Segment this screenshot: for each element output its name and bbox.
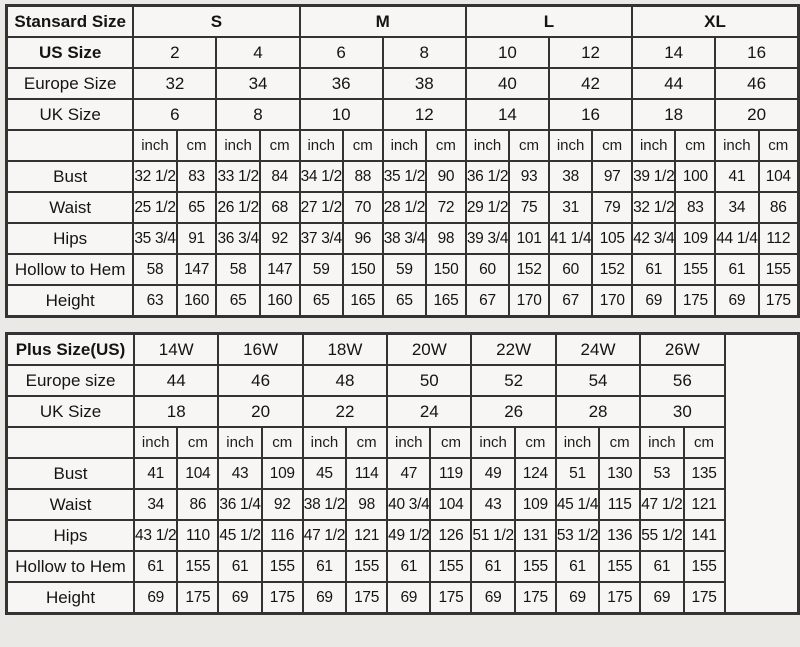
unit-cell: cm [599,427,640,458]
value-cell: 61 [218,551,261,582]
value-cell: 152 [509,254,549,285]
value-cell: 69 [715,285,758,317]
value-cell: 49 1/2 [387,520,430,551]
value-cell: 175 [599,582,640,614]
value-cell: 155 [515,551,556,582]
value-cell: 92 [260,223,300,254]
value-cell: 51 1/2 [471,520,514,551]
table-row [7,223,799,254]
unit-cell: cm [177,130,217,161]
value-cell: 109 [515,489,556,520]
table-row [7,427,799,458]
value-cell: 35 1/2 [383,161,426,192]
value-cell: 58 [216,254,259,285]
value-cell: 86 [177,489,218,520]
table-row [7,99,799,130]
value-cell: 155 [675,254,715,285]
value-cell: 65 [300,285,343,317]
value-cell: 98 [346,489,387,520]
unit-cell: cm [262,427,303,458]
value-cell: 69 [471,582,514,614]
size-cell: L [466,6,632,38]
value-cell: 44 1/4 [715,223,758,254]
size-cell: 16 [715,37,798,68]
table-row [7,396,799,427]
size-cell: S [133,6,299,38]
value-cell: 49 [471,458,514,489]
row-label: Europe Size [7,68,134,99]
value-cell: 150 [426,254,466,285]
size-cell: 46 [715,68,798,99]
size-cell: 34 [216,68,299,99]
value-cell: 38 1/2 [303,489,346,520]
value-cell: 90 [426,161,466,192]
value-cell: 34 [715,192,758,223]
value-cell: 61 [640,551,683,582]
value-cell: 67 [466,285,509,317]
value-cell: 92 [262,489,303,520]
value-cell: 41 [715,161,758,192]
value-cell: 100 [675,161,715,192]
size-cell: M [300,6,466,38]
value-cell: 47 [387,458,430,489]
row-label: Waist [7,192,134,223]
value-cell: 155 [599,551,640,582]
value-cell: 175 [262,582,303,614]
size-cell: 18 [134,396,218,427]
unit-cell: inch [556,427,599,458]
value-cell: 160 [177,285,217,317]
value-cell: 39 3/4 [466,223,509,254]
unit-cell: inch [715,130,758,161]
unit-cell: inch [216,130,259,161]
value-cell: 69 [134,582,177,614]
size-cell: 14 [466,99,549,130]
size-cell: 10 [466,37,549,68]
size-cell: 40 [466,68,549,99]
unit-cell: inch [218,427,261,458]
size-cell: 22 [303,396,387,427]
size-cell: 26 [471,396,555,427]
unit-cell: inch [300,130,343,161]
value-cell: 119 [430,458,471,489]
table-row [7,254,799,285]
value-cell: 135 [684,458,725,489]
row-label: Plus Size(US) [7,334,135,366]
size-cell: 36 [300,68,383,99]
size-cell: 32 [133,68,216,99]
value-cell: 69 [640,582,683,614]
value-cell: 43 1/2 [134,520,177,551]
size-cell: 8 [216,99,299,130]
value-cell: 105 [592,223,632,254]
size-cell: 20 [218,396,302,427]
value-cell: 130 [599,458,640,489]
value-cell: 93 [509,161,549,192]
value-cell: 61 [471,551,514,582]
unit-cell: cm [260,130,300,161]
unit-cell: cm [426,130,466,161]
value-cell: 67 [549,285,592,317]
value-cell: 170 [509,285,549,317]
value-cell: 69 [632,285,675,317]
value-cell: 32 1/2 [632,192,675,223]
value-cell: 175 [675,285,715,317]
value-cell: 59 [383,254,426,285]
unit-cell: inch [383,130,426,161]
value-cell: 116 [262,520,303,551]
value-cell: 51 [556,458,599,489]
value-cell: 65 [177,192,217,223]
value-cell: 25 1/2 [133,192,176,223]
value-cell: 155 [430,551,471,582]
size-cell: 42 [549,68,632,99]
size-cell: 18 [632,99,715,130]
row-label: Hollow to Hem [7,551,135,582]
row-label-empty [7,427,135,458]
value-cell: 45 1/2 [218,520,261,551]
row-label: Hollow to Hem [7,254,134,285]
size-cell: 52 [471,365,555,396]
size-cell: 44 [632,68,715,99]
value-cell: 141 [684,520,725,551]
value-cell: 29 1/2 [466,192,509,223]
value-cell: 60 [549,254,592,285]
value-cell: 53 1/2 [556,520,599,551]
value-cell: 36 1/4 [218,489,261,520]
value-cell: 175 [684,582,725,614]
value-cell: 136 [599,520,640,551]
value-cell: 34 [134,489,177,520]
value-cell: 61 [387,551,430,582]
table-row [7,37,799,68]
value-cell: 86 [759,192,799,223]
table-row [7,582,799,614]
value-cell: 63 [133,285,176,317]
size-cell: 22W [471,334,555,366]
value-cell: 37 3/4 [300,223,343,254]
size-cell: 26W [640,334,724,366]
unit-cell: cm [675,130,715,161]
value-cell: 32 1/2 [133,161,176,192]
unit-cell: cm [759,130,799,161]
value-cell: 88 [343,161,383,192]
row-label: Europe size [7,365,135,396]
value-cell: 155 [684,551,725,582]
size-cell: 16 [549,99,632,130]
unit-cell: cm [684,427,725,458]
row-label: Hips [7,520,135,551]
value-cell: 45 [303,458,346,489]
value-cell: 155 [759,254,799,285]
value-cell: 110 [177,520,218,551]
size-cell: 6 [300,37,383,68]
value-cell: 83 [177,161,217,192]
value-cell: 84 [260,161,300,192]
size-cell: 48 [303,365,387,396]
value-cell: 115 [599,489,640,520]
unit-cell: inch [133,130,176,161]
size-cell: 12 [549,37,632,68]
value-cell: 155 [346,551,387,582]
value-cell: 70 [343,192,383,223]
standard-size-table [5,4,800,318]
value-cell: 42 3/4 [632,223,675,254]
size-cell: 4 [216,37,299,68]
value-cell: 47 1/2 [303,520,346,551]
value-cell: 68 [260,192,300,223]
size-cell: 24W [556,334,640,366]
value-cell: 160 [260,285,300,317]
value-cell: 165 [426,285,466,317]
value-cell: 175 [177,582,218,614]
row-label: Height [7,582,135,614]
value-cell: 26 1/2 [216,192,259,223]
value-cell: 61 [715,254,758,285]
value-cell: 79 [592,192,632,223]
size-cell: 20W [387,334,471,366]
unit-cell: inch [549,130,592,161]
value-cell: 36 3/4 [216,223,259,254]
unit-cell: cm [592,130,632,161]
value-cell: 61 [134,551,177,582]
value-cell: 150 [343,254,383,285]
size-cell: 46 [218,365,302,396]
unit-cell: cm [177,427,218,458]
row-label: Waist [7,489,135,520]
value-cell: 121 [346,520,387,551]
value-cell: 155 [177,551,218,582]
value-cell: 58 [133,254,176,285]
unit-cell: inch [471,427,514,458]
row-label: US Size [7,37,134,68]
size-cell: 30 [640,396,724,427]
size-cell: 16W [218,334,302,366]
value-cell: 104 [177,458,218,489]
unit-cell: cm [346,427,387,458]
value-cell: 112 [759,223,799,254]
value-cell: 61 [303,551,346,582]
unit-cell: cm [430,427,471,458]
value-cell: 124 [515,458,556,489]
row-label: Height [7,285,134,317]
unit-cell: cm [343,130,383,161]
row-label: Bust [7,161,134,192]
value-cell: 175 [346,582,387,614]
table-row [7,458,799,489]
value-cell: 155 [262,551,303,582]
value-cell: 65 [383,285,426,317]
row-label: UK Size [7,396,135,427]
value-cell: 72 [426,192,466,223]
unit-cell: inch [640,427,683,458]
value-cell: 38 3/4 [383,223,426,254]
table-row [7,520,799,551]
unit-cell: cm [515,427,556,458]
value-cell: 60 [466,254,509,285]
value-cell: 165 [343,285,383,317]
value-cell: 104 [759,161,799,192]
size-cell: 2 [133,37,216,68]
value-cell: 27 1/2 [300,192,343,223]
size-cell: 10 [300,99,383,130]
row-label: Hips [7,223,134,254]
size-cell: 38 [383,68,466,99]
table-row [7,68,799,99]
value-cell: 36 1/2 [466,161,509,192]
value-cell: 121 [684,489,725,520]
value-cell: 109 [262,458,303,489]
value-cell: 97 [592,161,632,192]
size-cell: 14 [632,37,715,68]
plus-size-table [5,332,800,615]
value-cell: 69 [387,582,430,614]
value-cell: 152 [592,254,632,285]
value-cell: 104 [430,489,471,520]
table-row [7,285,799,317]
value-cell: 47 1/2 [640,489,683,520]
table-row [7,365,799,396]
value-cell: 83 [675,192,715,223]
empty-right-cell [725,334,799,614]
row-label-empty [7,130,134,161]
value-cell: 101 [509,223,549,254]
value-cell: 43 [218,458,261,489]
table-row [7,6,799,38]
value-cell: 147 [177,254,217,285]
value-cell: 33 1/2 [216,161,259,192]
value-cell: 126 [430,520,471,551]
value-cell: 43 [471,489,514,520]
size-cell: 56 [640,365,724,396]
value-cell: 147 [260,254,300,285]
size-cell: 18W [303,334,387,366]
unit-cell: inch [632,130,675,161]
table-row [7,161,799,192]
value-cell: 175 [515,582,556,614]
value-cell: 41 1/4 [549,223,592,254]
value-cell: 131 [515,520,556,551]
unit-cell: inch [466,130,509,161]
value-cell: 39 1/2 [632,161,675,192]
size-cell: XL [632,6,798,38]
value-cell: 69 [218,582,261,614]
value-cell: 91 [177,223,217,254]
value-cell: 34 1/2 [300,161,343,192]
value-cell: 109 [675,223,715,254]
size-cell: 6 [133,99,216,130]
unit-cell: cm [509,130,549,161]
unit-cell: inch [303,427,346,458]
size-cell: 20 [715,99,798,130]
value-cell: 98 [426,223,466,254]
table-row [7,334,799,366]
size-cell: 24 [387,396,471,427]
unit-cell: inch [387,427,430,458]
size-cell: 8 [383,37,466,68]
value-cell: 175 [430,582,471,614]
row-label: UK Size [7,99,134,130]
row-label: Bust [7,458,135,489]
value-cell: 69 [303,582,346,614]
value-cell: 175 [759,285,799,317]
value-cell: 114 [346,458,387,489]
row-label: Stansard Size [7,6,134,38]
size-cell: 28 [556,396,640,427]
table-row [7,489,799,520]
value-cell: 75 [509,192,549,223]
size-cell: 12 [383,99,466,130]
value-cell: 38 [549,161,592,192]
value-cell: 69 [556,582,599,614]
unit-cell: inch [134,427,177,458]
value-cell: 170 [592,285,632,317]
size-cell: 50 [387,365,471,396]
value-cell: 65 [216,285,259,317]
table-row [7,130,799,161]
size-cell: 54 [556,365,640,396]
size-cell: 44 [134,365,218,396]
value-cell: 40 3/4 [387,489,430,520]
table-row [7,551,799,582]
value-cell: 31 [549,192,592,223]
value-cell: 53 [640,458,683,489]
value-cell: 61 [632,254,675,285]
value-cell: 35 3/4 [133,223,176,254]
value-cell: 28 1/2 [383,192,426,223]
value-cell: 41 [134,458,177,489]
value-cell: 55 1/2 [640,520,683,551]
value-cell: 61 [556,551,599,582]
size-cell: 14W [134,334,218,366]
table-row [7,192,799,223]
value-cell: 59 [300,254,343,285]
value-cell: 96 [343,223,383,254]
value-cell: 45 1/4 [556,489,599,520]
